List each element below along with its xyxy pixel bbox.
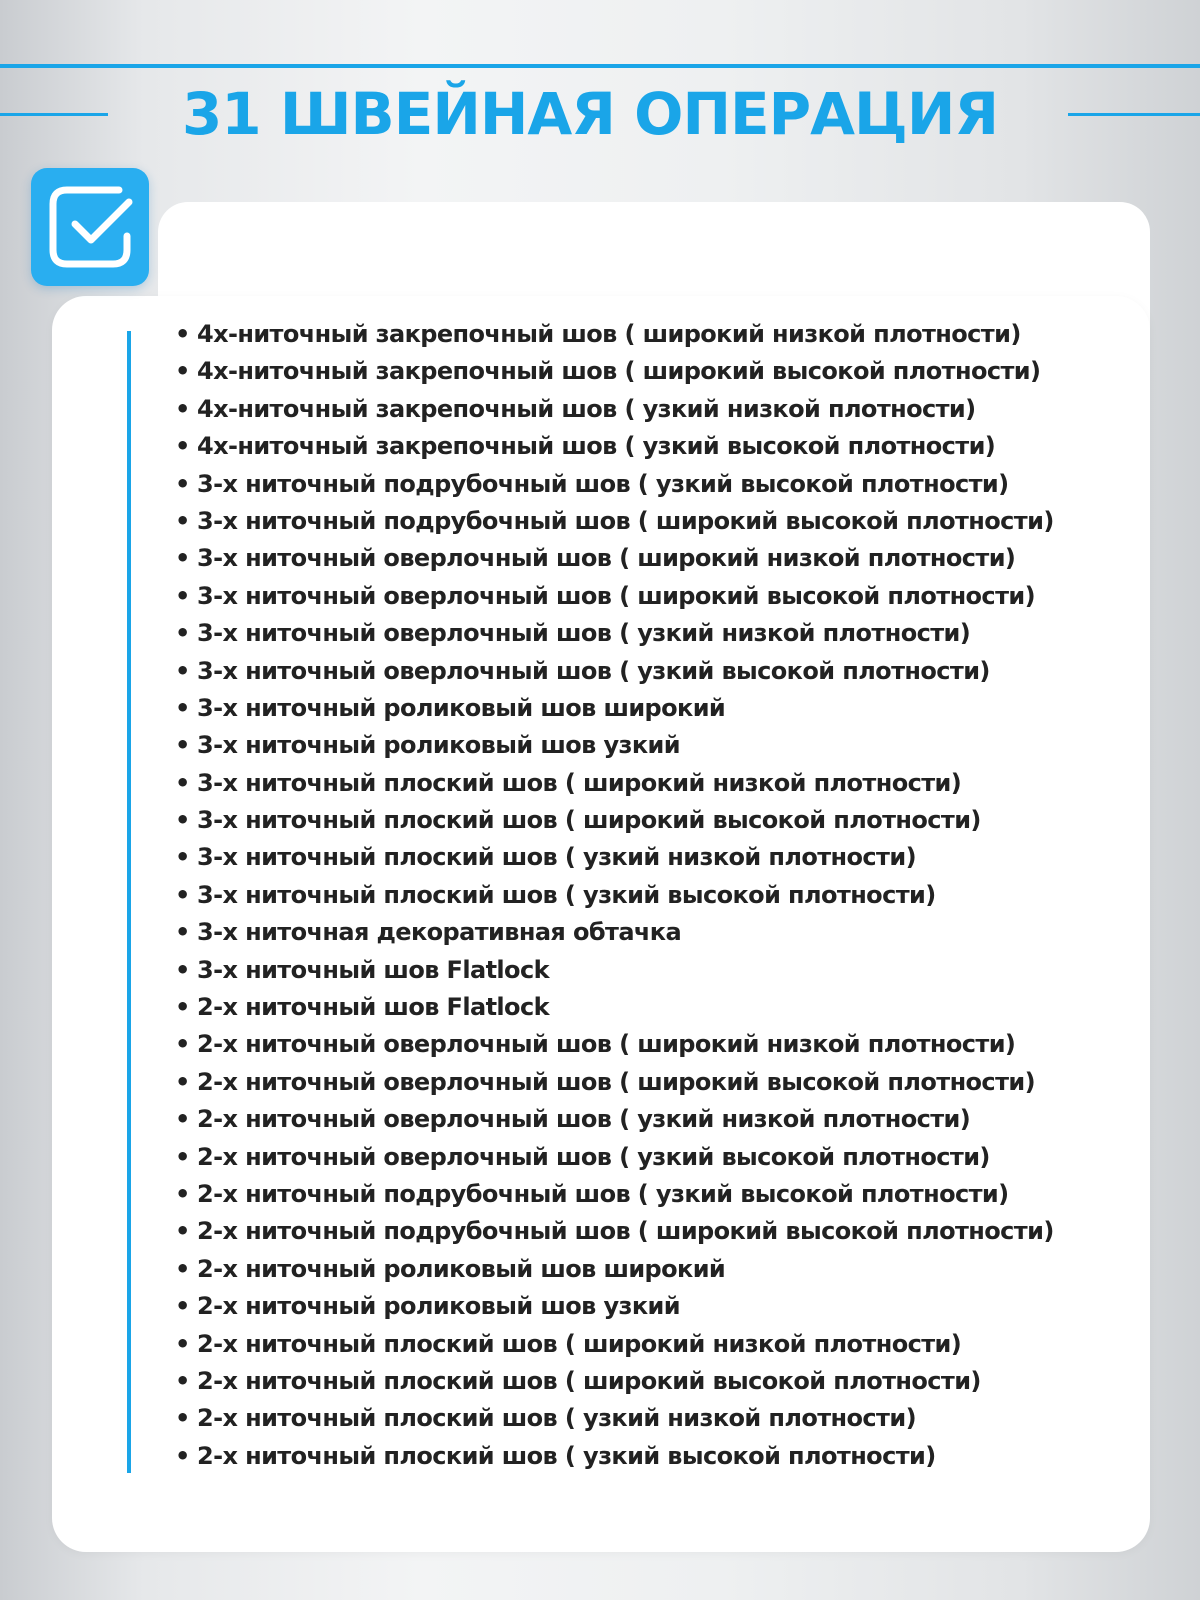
bullet-icon: • (175, 1030, 190, 1059)
list-item (175, 1288, 1135, 1325)
operation-label: 4х-ниточный закрепочный шов ( узкий низкой плотности) (197, 394, 976, 423)
list-item (175, 503, 1135, 540)
bullet-icon: • (175, 581, 190, 610)
title-rule-right (1068, 113, 1200, 116)
operation-label: 3-х ниточный плоский шов ( широкий высокой плотности) (197, 806, 981, 835)
operation-label: 2-х ниточный оверлочный шов ( узкий высокой плотности) (197, 1142, 990, 1171)
operation-label: 2-х ниточный роликовый шов широкий (197, 1254, 726, 1283)
list-item (175, 802, 1135, 839)
operation-label: 3-х ниточный шов Flatlock (197, 955, 549, 984)
list-item (175, 839, 1135, 876)
operation-label: 2-х ниточный оверлочный шов ( широкий высокой плотности) (197, 1067, 1035, 1096)
bullet-icon: • (175, 1329, 190, 1358)
list-item (175, 1101, 1135, 1138)
bullet-icon: • (175, 1067, 190, 1096)
bullet-icon: • (175, 619, 190, 648)
operation-label: 3-х ниточный плоский шов ( широкий низкой плотности) (197, 768, 962, 797)
operation-label: 4х-ниточный закрепочный шов ( узкий высокой плотности) (197, 432, 996, 461)
list-item (175, 466, 1135, 503)
operation-label: 3-х ниточный оверлочный шов ( узкий высокой плотности) (197, 656, 990, 685)
list-item (175, 615, 1135, 652)
bullet-icon: • (175, 806, 190, 835)
list-item (175, 952, 1135, 989)
bullet-icon: • (175, 656, 190, 685)
list-item (175, 1326, 1135, 1363)
bullet-icon: • (175, 1217, 190, 1246)
list-item (175, 428, 1135, 465)
list-item (175, 914, 1135, 951)
operation-label: 2-х ниточный плоский шов ( узкий низкой плотности) (197, 1404, 916, 1433)
operation-label: 3-х ниточный оверлочный шов ( узкий низкой плотности) (197, 619, 971, 648)
operation-label: 2-х ниточный подрубочный шов ( широкий высокой плотности) (197, 1217, 1054, 1246)
operation-label: 3-х ниточный плоский шов ( узкий низкой плотности) (197, 843, 916, 872)
bullet-icon: • (175, 843, 190, 872)
bullet-icon: • (175, 993, 190, 1022)
list-item (175, 1139, 1135, 1176)
list-item (175, 727, 1135, 764)
bullet-icon: • (175, 955, 190, 984)
operation-label: 2-х ниточный плоский шов ( широкий высокой плотности) (197, 1366, 981, 1395)
list-item (175, 316, 1135, 353)
top-divider (0, 64, 1200, 68)
list-accent-bar (127, 331, 131, 1473)
bullet-icon: • (175, 1254, 190, 1283)
operation-label: 3-х ниточный оверлочный шов ( широкий высокой плотности) (197, 581, 1035, 610)
operation-label: 3-х ниточный подрубочный шов ( широкий высокой плотности) (197, 506, 1054, 535)
list-item (175, 1026, 1135, 1063)
operation-label: 2-х ниточный плоский шов ( широкий низкой плотности) (197, 1329, 962, 1358)
bullet-icon: • (175, 1142, 190, 1171)
operations-list (175, 316, 1135, 1475)
list-item (175, 1400, 1135, 1437)
page-title: 31 ШВЕЙНАЯ ОПЕРАЦИЯ (181, 80, 999, 148)
list-item (175, 540, 1135, 577)
list-item (175, 1064, 1135, 1101)
bullet-icon: • (175, 1404, 190, 1433)
bullet-icon: • (175, 731, 190, 760)
operation-label: 2-х ниточный подрубочный шов ( узкий высокой плотности) (197, 1179, 1009, 1208)
bullet-icon: • (175, 693, 190, 722)
operation-label: 2-х ниточный оверлочный шов ( узкий низкой плотности) (197, 1105, 971, 1134)
list-item (175, 1176, 1135, 1213)
list-item (175, 391, 1135, 428)
list-item (175, 989, 1135, 1026)
list-item (175, 877, 1135, 914)
list-item (175, 653, 1135, 690)
operation-label: 4х-ниточный закрепочный шов ( широкий высокой плотности) (197, 357, 1041, 386)
bullet-icon: • (175, 1441, 190, 1470)
list-item (175, 1213, 1135, 1250)
operation-label: 2-х ниточный оверлочный шов ( широкий низкой плотности) (197, 1030, 1016, 1059)
operation-label: 2-х ниточный роликовый шов узкий (197, 1292, 680, 1321)
bullet-icon: • (175, 880, 190, 909)
list-item (175, 1251, 1135, 1288)
list-item (175, 765, 1135, 802)
operation-label: 4х-ниточный закрепочный шов ( широкий низкой плотности) (197, 320, 1021, 348)
title-rule-left (0, 113, 108, 116)
bullet-icon: • (175, 918, 190, 947)
operation-label: 3-х ниточный плоский шов ( узкий высокой плотности) (197, 880, 936, 909)
operation-label: 3-х ниточный роликовый шов узкий (197, 731, 680, 760)
list-item (175, 578, 1135, 615)
operation-label: 3-х ниточный роликовый шов широкий (197, 693, 726, 722)
bullet-icon: • (175, 768, 190, 797)
bullet-icon: • (175, 506, 190, 535)
operation-label: 2-х ниточный плоский шов ( узкий высокой плотности) (197, 1441, 936, 1470)
list-item (175, 690, 1135, 727)
operation-label: 2-х ниточный шов Flatlock (197, 993, 549, 1022)
list-item (175, 1363, 1135, 1400)
bullet-icon: • (175, 1179, 190, 1208)
operation-label: 3-х ниточный подрубочный шов ( узкий высокой плотности) (197, 469, 1009, 498)
list-item (175, 1438, 1135, 1475)
bullet-icon: • (175, 544, 190, 573)
checkbox-check-icon-graphic (31, 168, 149, 286)
bullet-icon: • (175, 1366, 190, 1395)
bullet-icon: • (175, 432, 190, 461)
bullet-icon: • (175, 1105, 190, 1134)
bullet-icon: • (175, 357, 190, 386)
operation-label: 3-х ниточная декоративная обтачка (197, 918, 682, 947)
list-item (175, 353, 1135, 390)
operation-label: 3-х ниточный оверлочный шов ( широкий низкой плотности) (197, 544, 1016, 573)
bullet-icon: • (175, 320, 190, 348)
bullet-icon: • (175, 1292, 190, 1321)
bullet-icon: • (175, 469, 190, 498)
checkbox-check-icon (31, 168, 149, 286)
bullet-icon: • (175, 394, 190, 423)
